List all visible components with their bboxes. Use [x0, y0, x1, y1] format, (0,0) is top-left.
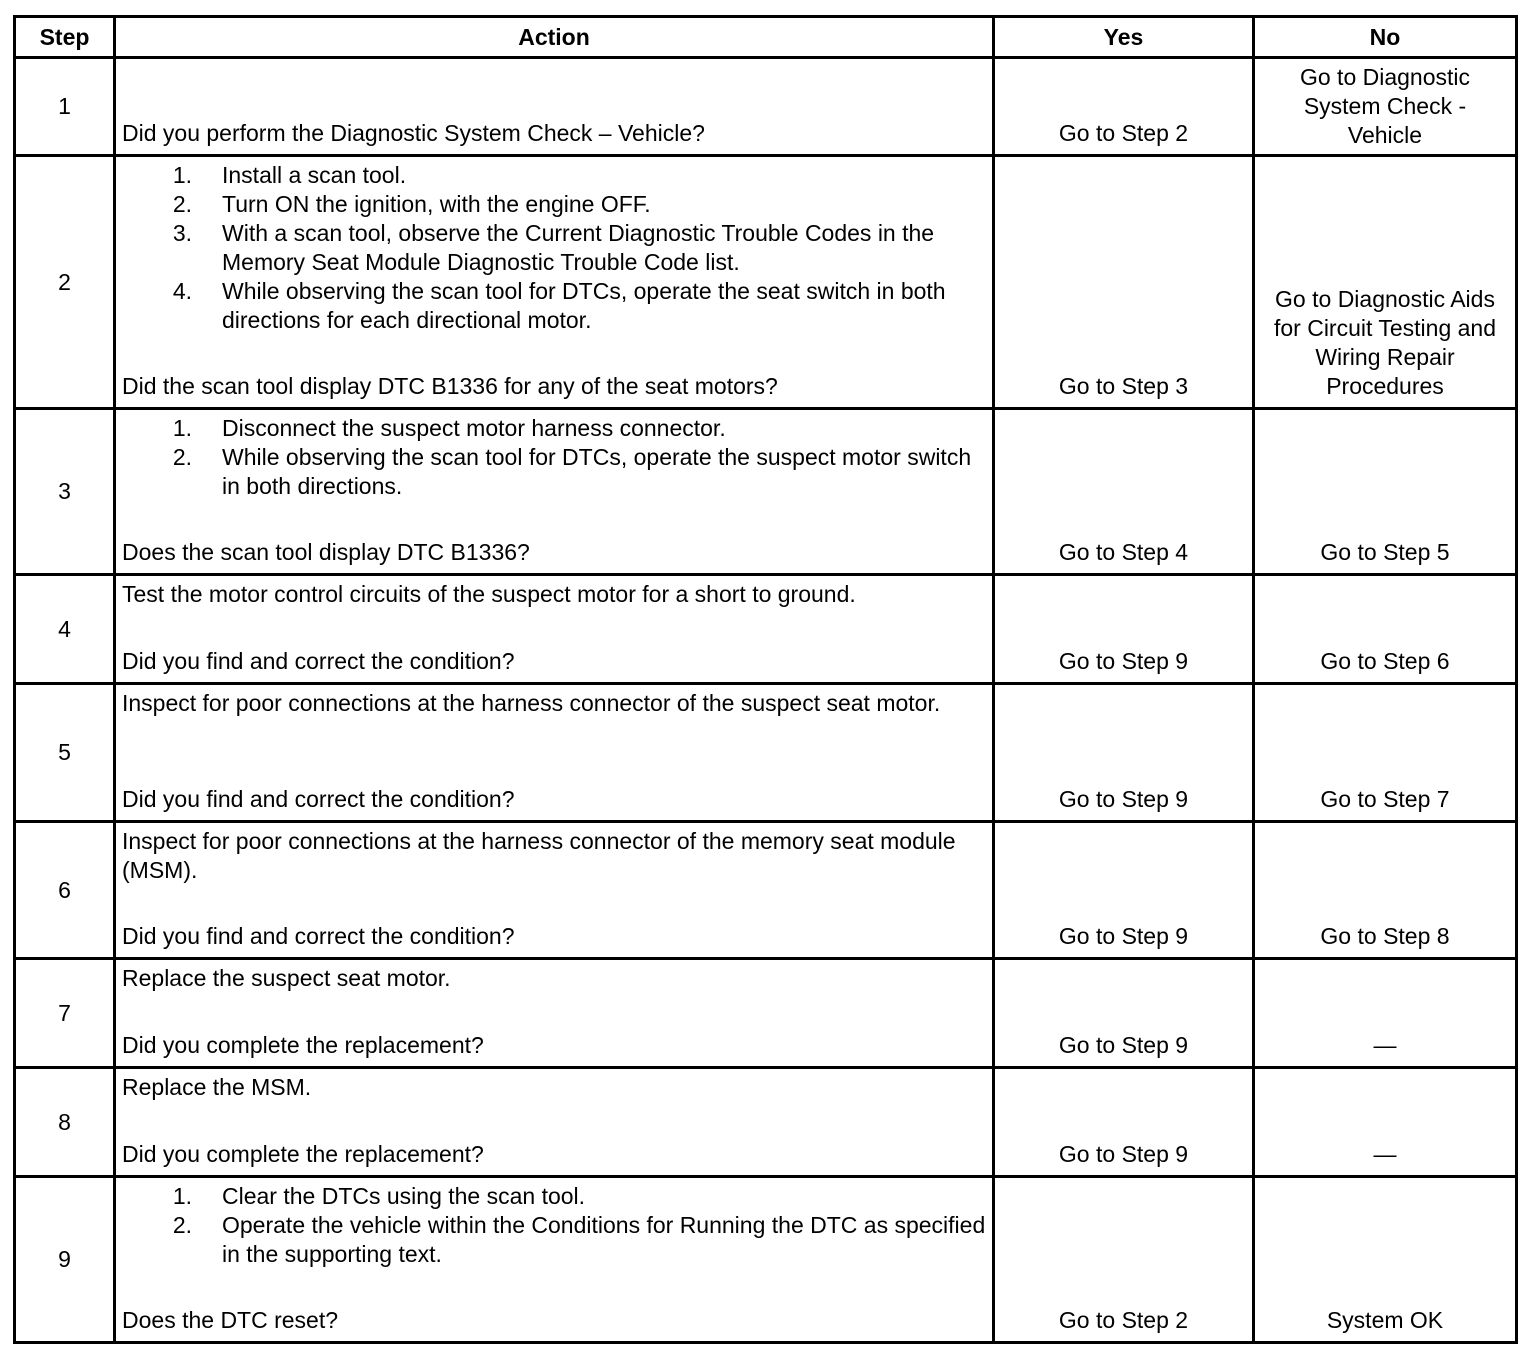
list-item-number: 1. — [172, 1183, 192, 1209]
list-item — [122, 1211, 986, 1269]
step-number: 4 — [15, 575, 115, 684]
step-number: 1 — [15, 58, 115, 156]
no-result-line: Go to Diagnostic — [1299, 64, 1471, 90]
action-question: Did you complete the replacement? — [122, 1141, 484, 1167]
list-item-number: 1. — [172, 162, 192, 188]
list-item — [122, 161, 986, 190]
action-cell — [115, 575, 994, 684]
action-instruction-text: Test the motor control circuits of the suspect motor for a short to ground. — [122, 581, 856, 607]
action-cell — [115, 959, 994, 1068]
action-cell — [115, 409, 994, 575]
no-result-line: Go to Step 8 — [1320, 923, 1450, 949]
action-instruction-text: Inspect for poor connections at the harness connector of the suspect seat motor. — [122, 690, 941, 716]
step-number: 9 — [15, 1177, 115, 1343]
action-instruction-text: Inspect for poor connections at the harness connector of the memory seat module (MSM). — [122, 828, 956, 883]
list-item — [122, 190, 986, 219]
table-row — [15, 1177, 1517, 1343]
step-number: 5 — [15, 684, 115, 822]
step-number: 6 — [15, 822, 115, 959]
action-steps-list — [122, 1182, 986, 1269]
step-number: 8 — [15, 1068, 115, 1177]
yes-result: Go to Step 9 — [994, 575, 1254, 684]
yes-result: Go to Step 9 — [994, 959, 1254, 1068]
table-row — [15, 58, 1517, 156]
list-item-text: With a scan tool, observe the Current Diagnostic Trouble Codes in the Memory Seat Module Diagnostic Trouble Code list. — [222, 220, 935, 275]
yes-result: Go to Step 9 — [994, 1068, 1254, 1177]
list-item-text: While observing the scan tool for DTCs, operate the suspect motor switch in both directions. — [222, 444, 972, 499]
action-instructions — [122, 827, 986, 885]
table-row — [15, 822, 1517, 959]
list-item-text: Clear the DTCs using the scan tool. — [222, 1183, 586, 1209]
no-result-line: Procedures — [1326, 373, 1444, 399]
list-item-text: Disconnect the suspect motor harness connector. — [222, 415, 726, 441]
action-question: Did you find and correct the condition? — [122, 648, 515, 674]
no-result — [1254, 575, 1517, 684]
no-result — [1254, 1068, 1517, 1177]
list-item — [122, 443, 986, 501]
no-result — [1254, 684, 1517, 822]
list-item-number: 2. — [172, 444, 192, 470]
action-instructions — [122, 580, 986, 609]
action-instructions — [122, 689, 986, 718]
table-row — [15, 409, 1517, 575]
list-item — [122, 277, 986, 335]
no-result-line: Vehicle — [1347, 122, 1423, 148]
action-cell — [115, 1068, 994, 1177]
table-row — [15, 575, 1517, 684]
step-number: 2 — [15, 156, 115, 409]
table-row — [15, 156, 1517, 409]
table-row — [15, 684, 1517, 822]
action-cell — [115, 156, 994, 409]
header-action: Action — [115, 17, 994, 58]
list-item-number: 3. — [172, 220, 192, 246]
list-item — [122, 414, 986, 443]
diagnostic-table-page — [13, 15, 1515, 1344]
no-result-line: — — [1373, 1032, 1397, 1058]
no-result-line: — — [1373, 1141, 1397, 1167]
no-result-line: Go to Step 5 — [1320, 539, 1450, 565]
no-result-line: Go to Diagnostic Aids — [1275, 286, 1495, 312]
table-body — [15, 58, 1517, 1343]
list-item-number: 2. — [172, 191, 192, 217]
action-question: Did the scan tool display DTC B1336 for any of the seat motors? — [122, 373, 778, 399]
step-number: 3 — [15, 409, 115, 575]
action-instruction-text: Replace the MSM. — [122, 1074, 312, 1100]
no-result-line: Go to Step 7 — [1320, 786, 1450, 812]
yes-result: Go to Step 3 — [994, 156, 1254, 409]
no-result-line: for Circuit Testing and — [1273, 315, 1496, 341]
list-item-text: Install a scan tool. — [222, 162, 407, 188]
list-item-number: 4. — [172, 278, 192, 304]
action-steps-list — [122, 414, 986, 501]
yes-result: Go to Step 9 — [994, 822, 1254, 959]
action-cell — [115, 1177, 994, 1343]
header-row — [15, 17, 1517, 58]
action-question: Did you perform the Diagnostic System Check – Vehicle? — [122, 120, 705, 146]
list-item — [122, 1182, 986, 1211]
table-row — [15, 959, 1517, 1068]
no-result — [1254, 409, 1517, 575]
yes-result: Go to Step 4 — [994, 409, 1254, 575]
action-cell — [115, 58, 994, 156]
no-result — [1254, 822, 1517, 959]
no-result — [1254, 156, 1517, 409]
no-result — [1254, 58, 1517, 156]
action-instructions — [122, 1073, 986, 1102]
yes-result: Go to Step 2 — [994, 1177, 1254, 1343]
list-item-number: 1. — [172, 415, 192, 441]
header-step: Step — [15, 17, 115, 58]
action-instructions — [122, 414, 986, 501]
action-question: Did you find and correct the condition? — [122, 786, 515, 812]
no-result-line: Go to Step 6 — [1320, 648, 1450, 674]
diagnostic-table — [13, 15, 1518, 1344]
header-yes: Yes — [994, 17, 1254, 58]
action-instruction-text: Replace the suspect seat motor. — [122, 965, 451, 991]
list-item-text: While observing the scan tool for DTCs, operate the seat switch in both directions for each directional motor. — [222, 278, 946, 333]
list-item-text: Turn ON the ignition, with the engine OFF. — [222, 191, 651, 217]
action-instructions — [122, 1182, 986, 1269]
no-result-line: Wiring Repair — [1315, 344, 1455, 370]
yes-result: Go to Step 2 — [994, 58, 1254, 156]
action-cell — [115, 822, 994, 959]
action-question: Did you find and correct the condition? — [122, 923, 515, 949]
action-instructions — [122, 161, 986, 335]
header-no: No — [1254, 17, 1517, 58]
action-steps-list — [122, 161, 986, 335]
yes-result: Go to Step 9 — [994, 684, 1254, 822]
no-result-line: System OK — [1326, 1307, 1444, 1333]
action-question: Does the scan tool display DTC B1336? — [122, 539, 530, 565]
action-instructions — [122, 964, 986, 993]
list-item-number: 2. — [172, 1212, 192, 1238]
action-cell — [115, 684, 994, 822]
action-question: Did you complete the replacement? — [122, 1032, 484, 1058]
no-result — [1254, 1177, 1517, 1343]
list-item-text: Operate the vehicle within the Conditions for Running the DTC as specified in the supporting text. — [222, 1212, 986, 1267]
list-item — [122, 219, 986, 277]
step-number: 7 — [15, 959, 115, 1068]
no-result — [1254, 959, 1517, 1068]
table-row — [15, 1068, 1517, 1177]
no-result-line: System Check - — [1303, 93, 1467, 119]
action-question: Does the DTC reset? — [122, 1307, 339, 1333]
